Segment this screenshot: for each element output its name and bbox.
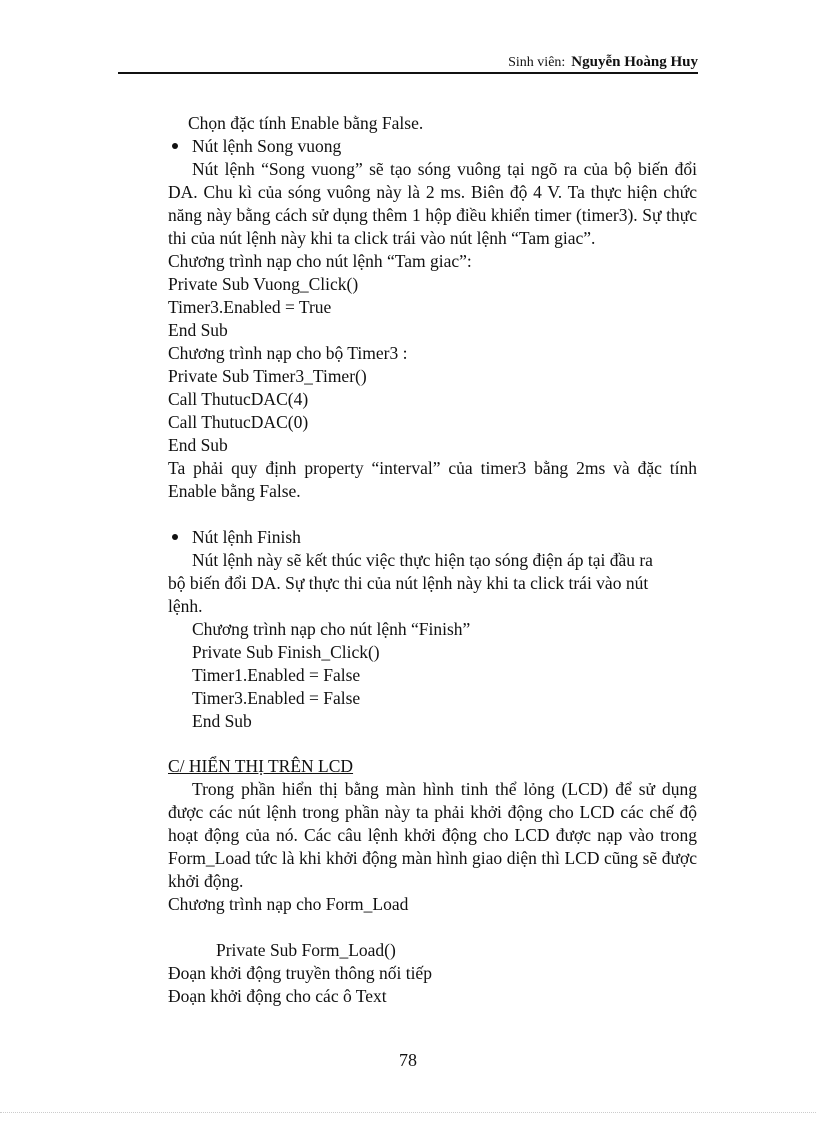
page-bottom-border: [0, 1112, 816, 1113]
paragraph-line: thi của nút lệnh này khi ta click trái vào nút lệnh “Tam giac”.: [168, 228, 596, 248]
bullet-heading-square-wave: Nút lệnh Song vuong: [192, 136, 342, 156]
header-rule: [118, 72, 698, 74]
text-line: Chọn đặc tính Enable bằng False.: [188, 113, 424, 133]
code-line: End Sub: [168, 320, 228, 340]
code-line: Chương trình nạp cho nút lệnh “Finish”: [192, 619, 471, 639]
code-line: Timer3.Enabled = False: [192, 688, 361, 708]
code-line: End Sub: [168, 435, 228, 455]
paragraph-line: Enable bằng False.: [168, 481, 301, 501]
paragraph-line: khởi động.: [168, 871, 244, 891]
code-line: End Sub: [192, 711, 252, 731]
code-line: Chương trình nạp cho nút lệnh “Tam giac”:: [168, 251, 472, 271]
code-line: Đoạn khởi động cho các ô Text: [168, 986, 387, 1006]
paragraph-line: bộ biến đổi DA. Sự thực thi của nút lệnh này khi ta click trái vào nút: [168, 573, 649, 593]
paragraph-line: Nút lệnh này sẽ kết thúc việc thực hiện tạo sóng điện áp tại đầu ra: [192, 550, 653, 570]
code-line: Private Sub Finish_Click(): [192, 642, 380, 662]
paragraph-line: Form_Load tức là khi khởi động màn hình giao diện thì LCD cũng sẽ được: [168, 848, 697, 868]
page-header: [118, 52, 698, 72]
header-student-name: Nguyễn Hoàng Huy: [571, 54, 698, 70]
bullet-icon: [172, 534, 178, 540]
paragraph-line: được các nút lệnh trong phần này ta phải khởi động cho LCD các chế độ: [168, 802, 697, 822]
paragraph-line: DA. Chu kì của sóng vuông này là 2 ms. Biên độ 4 V. Ta thực hiện chức: [168, 182, 697, 202]
code-line: Timer1.Enabled = False: [192, 665, 361, 685]
code-line: Private Sub Vuong_Click(): [168, 274, 359, 294]
code-line: Timer3.Enabled = True: [168, 297, 332, 317]
code-line: Chương trình nạp cho bộ Timer3 :: [168, 343, 408, 363]
page-number: 78: [399, 1050, 417, 1070]
code-line: Private Sub Form_Load(): [216, 940, 396, 960]
paragraph-line: Nút lệnh “Song vuong” sẽ tạo sóng vuông tại ngõ ra của bộ biến đổi: [192, 159, 697, 179]
code-line: Call ThutucDAC(0): [168, 412, 309, 432]
paragraph-line: Trong phần hiển thị bằng màn hình tinh thể lỏng (LCD) để sử dụng: [192, 779, 697, 799]
paragraph-line: năng này bằng cách sử dụng thêm 1 hộp điều khiển timer (timer3). Sự thực: [168, 205, 697, 225]
section-heading-lcd: C/ HIỂN THỊ TRÊN LCD: [168, 756, 354, 776]
paragraph-line: Ta phải quy định property “interval” của timer3 bằng 2ms và đặc tính: [168, 458, 697, 478]
bullet-icon: [172, 143, 178, 149]
code-line: Đoạn khởi động truyền thông nối tiếp: [168, 963, 432, 983]
code-line: Chương trình nạp cho Form_Load: [168, 894, 409, 914]
code-line: Call ThutucDAC(4): [168, 389, 309, 409]
paragraph-line: lệnh.: [168, 596, 203, 616]
code-line: Private Sub Timer3_Timer(): [168, 366, 367, 386]
paragraph-line: hoạt động của nó. Các câu lệnh khởi động cho LCD được nạp vào trong: [168, 825, 697, 845]
header-label: Sinh viên:: [508, 55, 566, 70]
bullet-heading-finish: Nút lệnh Finish: [192, 527, 301, 547]
